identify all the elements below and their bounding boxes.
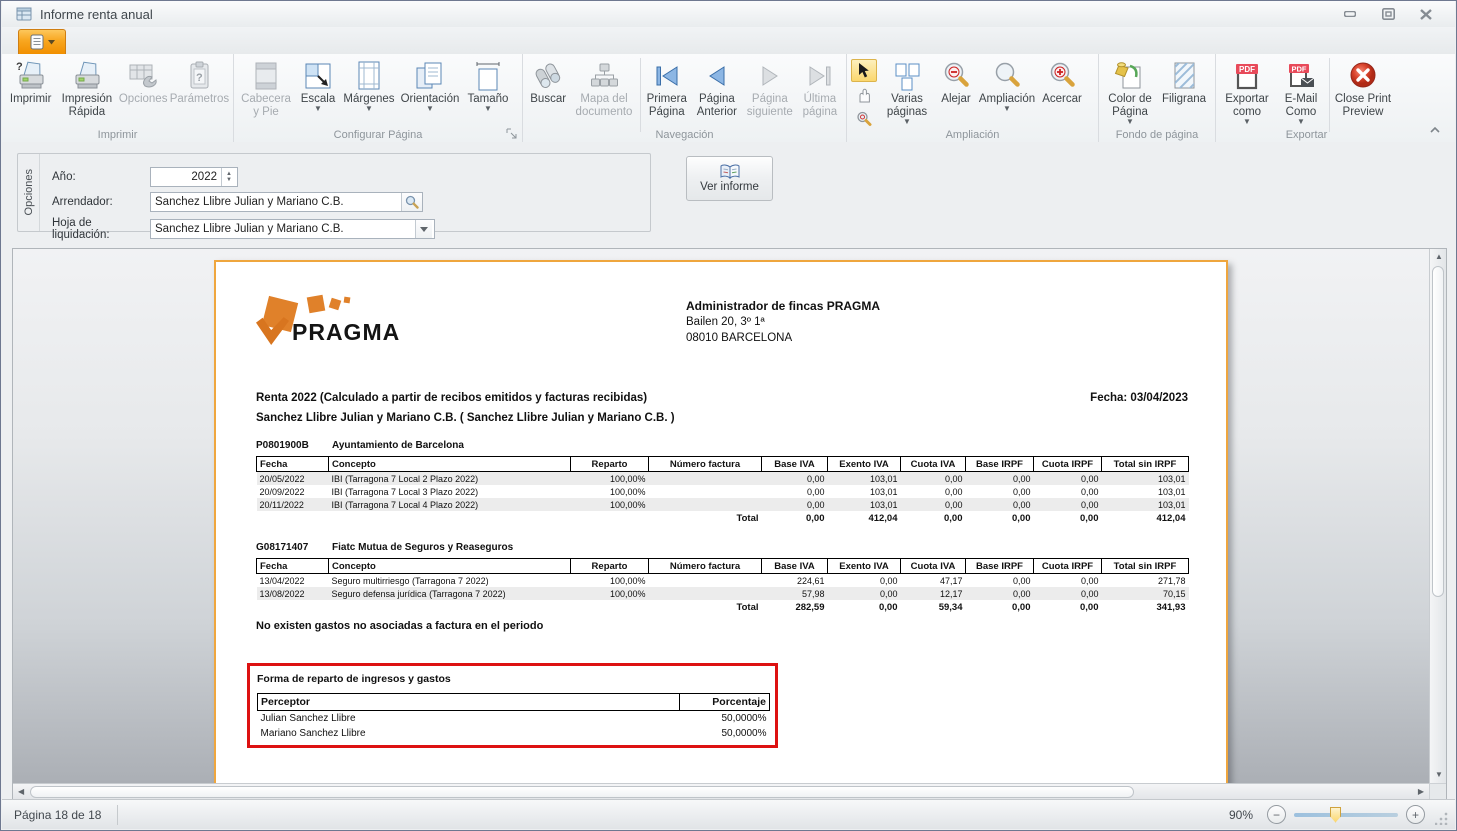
app-icon xyxy=(16,6,33,22)
dropdown-arrow-icon: ▼ xyxy=(314,103,322,113)
first-page-icon xyxy=(653,64,681,88)
table-cell xyxy=(329,600,571,615)
magnifier-icon xyxy=(992,61,1022,91)
group-caption: Configurar Página xyxy=(333,129,423,141)
table-cell xyxy=(571,600,649,615)
size-button[interactable] xyxy=(463,56,513,128)
group-caption: Navegación xyxy=(655,129,714,141)
data-table xyxy=(257,693,770,741)
landlord-label: Arrendador: xyxy=(52,196,113,208)
table-header-cell: Total sin IRPF xyxy=(1102,457,1189,472)
header-footer-icon xyxy=(252,60,280,92)
table-cell: 0,00 xyxy=(828,587,901,600)
section-name: Fiatc Mutua de Seguros y Reaseguros xyxy=(332,542,514,553)
pdf-email-icon xyxy=(1285,61,1317,91)
button-label: Márgenes xyxy=(343,93,395,105)
multiple-pages-icon xyxy=(892,61,922,91)
year-input[interactable] xyxy=(151,168,221,186)
button-label: Color de Página xyxy=(1108,93,1152,118)
button-label: Tamaño xyxy=(467,93,509,105)
table-cell: 0,00 xyxy=(1012,513,1031,524)
ribbon-group-navegacion xyxy=(523,54,847,142)
table-cell: 20/09/2022 xyxy=(259,486,305,497)
table-cell xyxy=(329,511,571,526)
open-book-icon xyxy=(720,164,740,179)
separator xyxy=(640,58,641,132)
table-cell: 20/05/2022 xyxy=(257,472,329,486)
margins-icon xyxy=(355,60,383,92)
logo-text: PRAGMA xyxy=(292,319,401,345)
table-header-cell: Reparto xyxy=(571,457,649,472)
section-code: G08171407 xyxy=(256,542,309,553)
page-color-icon xyxy=(1114,60,1146,92)
table-cell: Total xyxy=(736,602,759,613)
horizontal-scrollbar[interactable] xyxy=(13,783,1429,800)
table-header-cell: Concepto xyxy=(329,457,571,472)
landlord-field[interactable] xyxy=(150,192,423,212)
settlement-sheet-label: Hoja de liquidación: xyxy=(52,217,110,241)
button-label: Filigrana xyxy=(1161,93,1207,105)
button-label: Escala xyxy=(300,93,336,105)
status-separator xyxy=(117,805,118,825)
button-label: Página Anterior xyxy=(696,93,737,118)
close-preview-icon xyxy=(1347,60,1379,92)
table-cell: Seguro defensa jurídica (Tarragona 7 2022) xyxy=(329,587,571,600)
data-table xyxy=(256,456,1189,526)
dropdown-arrow-icon: ▼ xyxy=(1003,103,1011,113)
button-label: Varias páginas xyxy=(886,93,928,118)
button-label: Parámetros xyxy=(169,93,230,105)
pointer-icon xyxy=(857,63,871,79)
table-cell: 282,59 xyxy=(795,602,825,613)
view-report-label: Ver informe xyxy=(700,181,759,193)
group-caption: Ampliación xyxy=(945,129,1000,141)
company-name: Administrador de fincas PRAGMA xyxy=(686,299,881,313)
pragma-logo xyxy=(256,296,446,350)
table-cell: 0,00 xyxy=(1034,498,1102,511)
button-label: Opciones xyxy=(118,93,168,105)
table-cell: 0,00 xyxy=(1080,486,1099,497)
group-caption: Exportar xyxy=(1285,129,1328,141)
table-cell: 100,00% xyxy=(571,498,649,511)
table-header-cell: Reparto xyxy=(571,559,649,574)
svg-text:PDF: PDF xyxy=(1291,64,1307,74)
table-cell: 13/08/2022 xyxy=(257,587,329,600)
table-header-cell: Número factura xyxy=(649,457,762,472)
table-cell: 412,04 xyxy=(1156,513,1186,524)
table-cell: 0,00 xyxy=(762,472,828,486)
binoculars-icon xyxy=(531,61,565,91)
last-page-icon xyxy=(806,64,834,88)
vertical-scrollbar[interactable] xyxy=(1429,249,1446,783)
dropdown-arrow-icon: ▼ xyxy=(365,103,373,113)
table-cell: 50,0000% xyxy=(721,713,767,724)
table-cell xyxy=(649,472,762,486)
svg-text:?: ? xyxy=(196,72,204,84)
table-cell: 341,93 xyxy=(1156,602,1186,613)
zoom-in-status-button[interactable] xyxy=(1406,805,1425,824)
invoices-table-1 xyxy=(256,456,1189,526)
invoices-table-2 xyxy=(256,558,1189,615)
button-label: Exportar como xyxy=(1225,93,1269,118)
table-cell: IBI (Tarragona 7 Local 3 Plazo 2022) xyxy=(331,486,479,497)
page-color-button[interactable] xyxy=(1102,56,1158,128)
table-cell: 412,04 xyxy=(868,513,898,524)
chevron-down-icon xyxy=(48,40,55,45)
options-panel xyxy=(17,153,651,241)
zoom-tool-button[interactable] xyxy=(851,107,877,130)
orientation-icon xyxy=(414,60,446,92)
button-label: Mapa del documento xyxy=(575,93,633,118)
table-cell xyxy=(649,574,762,588)
scroll-up-icon[interactable]: ▲ xyxy=(1435,252,1443,261)
search-button[interactable] xyxy=(526,56,570,128)
landlord-row xyxy=(52,192,423,212)
header-footer-button xyxy=(237,56,295,128)
table-cell: 0,00 xyxy=(944,513,963,524)
table-cell: 0,00 xyxy=(966,498,1034,511)
dropdown-arrow-icon: ▼ xyxy=(1126,116,1134,126)
report-subtitle: Sanchez Llibre Julian y Mariano C.B. ( Sanchez Llibre Julian y Mariano C.B. ) xyxy=(256,412,675,424)
logo-shape xyxy=(329,298,342,311)
first-page-button[interactable] xyxy=(643,56,691,128)
dropdown-arrow-icon: ▼ xyxy=(426,103,434,113)
table-header-cell: Cuota IVA xyxy=(901,559,966,574)
next-page-button xyxy=(743,56,797,128)
table-cell: 100,00% xyxy=(571,472,649,486)
button-label: E-Mail Como xyxy=(1284,93,1318,118)
page-size-icon xyxy=(473,60,503,92)
options-button xyxy=(118,56,169,128)
table-cell: 100,00% xyxy=(571,587,649,600)
print-preview-area xyxy=(12,248,1447,801)
table-cell xyxy=(649,498,762,511)
company-city: 08010 BARCELONA xyxy=(686,332,793,344)
table-header-cell: Fecha xyxy=(257,457,329,472)
spinner-arrows-icon[interactable]: ▲ ▼ xyxy=(221,168,236,186)
company-address: Bailen 20, 3º 1ª xyxy=(686,316,765,328)
table-cell: 103,01 xyxy=(1102,498,1189,511)
zoom-out-button[interactable] xyxy=(934,56,978,128)
document-page xyxy=(214,260,1228,783)
magnifier-small-icon xyxy=(856,111,872,127)
table-cell: 0,00 xyxy=(1080,602,1099,613)
title-bar xyxy=(2,1,1455,28)
table-cell: IBI (Tarragona 7 Local 4 Plazo 2022) xyxy=(329,498,571,511)
dropdown-arrow-icon: ▼ xyxy=(1243,116,1251,126)
settlement-sheet-input[interactable] xyxy=(151,220,415,238)
group-caption: Imprimir xyxy=(97,129,138,141)
table-row xyxy=(257,600,1189,615)
table-header-cell: Base IRPF xyxy=(966,559,1034,574)
table-row xyxy=(257,485,1189,498)
settlement-sheet-combobox[interactable] xyxy=(150,219,435,239)
table-cell xyxy=(257,600,329,615)
separator xyxy=(1329,58,1330,132)
table-row xyxy=(257,472,1189,486)
restore-button[interactable] xyxy=(1375,6,1401,22)
table-row xyxy=(258,726,770,741)
button-label: Acercar xyxy=(1042,93,1082,105)
table-header-cell: Cuota IRPF xyxy=(1034,457,1102,472)
ribbon-group-ampliacion xyxy=(847,54,1099,142)
button-label: Cabecera y Pie xyxy=(241,93,291,118)
data-table xyxy=(256,558,1189,615)
table-cell: 57,98 xyxy=(762,587,828,600)
status-bar xyxy=(2,799,1455,829)
table-header-cell: Cuota IVA xyxy=(901,457,966,472)
section-header xyxy=(256,542,513,553)
ribbon-group-exportar xyxy=(1216,54,1397,142)
table-cell: 103,01 xyxy=(1102,472,1189,486)
margins-button[interactable] xyxy=(341,56,397,128)
table-cell: 0,00 xyxy=(966,472,1034,486)
svg-text:?: ? xyxy=(15,61,23,73)
table-cell: 50,0000% xyxy=(721,728,767,739)
ribbon-group-imprimir xyxy=(2,54,234,142)
table-cell xyxy=(649,485,762,498)
options-region xyxy=(2,142,1455,248)
zoom-level-label: 90% xyxy=(1228,807,1253,822)
section-name: Ayuntamiento de Barcelona xyxy=(332,440,464,451)
table-cell: 20/11/2022 xyxy=(257,498,329,511)
table-cell: 0,00 xyxy=(901,498,966,511)
ribbon-group-fondo xyxy=(1099,54,1216,142)
table-cell: 0,00 xyxy=(806,486,825,497)
horizontal-scrollbar-thumb[interactable] xyxy=(30,786,1134,798)
email-as-button[interactable] xyxy=(1275,56,1327,128)
minus-icon: − xyxy=(1272,807,1280,822)
document-map-button xyxy=(570,56,637,128)
printer-icon xyxy=(71,60,103,92)
button-label: Primera Página xyxy=(646,93,687,118)
landlord-search-button[interactable] xyxy=(401,193,422,211)
combo-dropdown-button[interactable] xyxy=(415,220,432,238)
preview-canvas[interactable] xyxy=(13,249,1429,783)
table-header-cell: Total sin IRPF xyxy=(1102,559,1189,574)
section-header xyxy=(256,440,464,451)
table-cell: 103,01 xyxy=(1157,486,1186,497)
button-label: Orientación xyxy=(400,93,460,105)
scrollbar-corner xyxy=(1429,783,1446,800)
report-date: Fecha: 03/04/2023 xyxy=(1090,392,1188,404)
pdf-export-icon xyxy=(1231,61,1263,91)
table-cell: Total xyxy=(736,513,759,524)
table-row xyxy=(257,498,1189,511)
report-title: Renta 2022 (Calculado a partir de recibos emitidos y facturas recibidas) xyxy=(256,392,648,404)
table-header-cell: Base IRPF xyxy=(966,457,1034,472)
previous-page-icon xyxy=(703,64,731,88)
watermark-button[interactable] xyxy=(1158,56,1210,128)
table-header-cell: Base IVA xyxy=(762,457,828,472)
table-cell: 0,00 xyxy=(762,498,828,511)
table-header-cell: Exento IVA xyxy=(828,559,901,574)
table-cell: 0,00 xyxy=(901,472,966,486)
button-label: Close Print Preview xyxy=(1334,93,1392,118)
table-header-cell: Base IVA xyxy=(762,559,828,574)
table-cell: 0,00 xyxy=(944,486,963,497)
table-cell: 70,15 xyxy=(1102,587,1189,600)
ribbon xyxy=(2,54,1455,143)
table-cell: IBI (Tarragona 7 Local 2 Plazo 2022) xyxy=(329,472,571,486)
pointer-tool-button[interactable] xyxy=(851,59,877,82)
printer-question-icon xyxy=(15,60,47,92)
table-cell: 0,00 xyxy=(806,513,825,524)
table-cell xyxy=(649,587,762,600)
table-cell: 0,00 xyxy=(1012,486,1031,497)
plus-icon: + xyxy=(1411,807,1419,822)
hand-icon xyxy=(856,86,872,103)
clipboard-question-icon xyxy=(183,60,215,92)
table-row xyxy=(258,694,770,711)
view-report-button[interactable] xyxy=(686,156,773,201)
table-header-cell: Concepto xyxy=(329,559,571,574)
zoom-in-icon xyxy=(1047,61,1077,91)
table-cell xyxy=(257,511,329,526)
table-cell: 0,00 xyxy=(1012,602,1031,613)
close-print-preview-button[interactable] xyxy=(1332,56,1394,128)
watermark-icon xyxy=(1170,60,1198,92)
window-title: Informe renta anual xyxy=(40,6,153,22)
table-cell: 224,61 xyxy=(796,575,825,586)
table-cell: 0,00 xyxy=(1034,587,1102,600)
year-label: Año: xyxy=(52,171,76,183)
zoom-in-button[interactable] xyxy=(1036,56,1088,128)
button-label: Ampliación xyxy=(978,93,1036,105)
application-menu-button[interactable] xyxy=(18,29,66,54)
table-header-cell: Cuota IRPF xyxy=(1034,559,1102,574)
table-header-cell: Fecha xyxy=(257,559,329,574)
table-cell: 59,34 xyxy=(938,602,963,613)
scale-icon xyxy=(303,61,333,91)
table-cell: Seguro multirriesgo (Tarragona 7 2022) xyxy=(331,575,489,586)
collapse-ribbon-button[interactable] xyxy=(1427,122,1443,136)
quick-print-button[interactable] xyxy=(56,56,117,128)
last-page-button xyxy=(797,56,843,128)
scroll-left-icon[interactable]: ◀ xyxy=(18,787,25,796)
table-cell: Mariano Sanchez Llibre xyxy=(260,728,366,739)
table-cell: 0,00 xyxy=(966,587,1034,600)
export-as-button[interactable] xyxy=(1219,56,1275,128)
print-button[interactable] xyxy=(5,56,56,128)
table-row xyxy=(258,711,770,727)
dropdown-arrow-icon: ▼ xyxy=(484,103,492,113)
button-label: Imprimir xyxy=(9,93,52,105)
resize-grip-icon[interactable] xyxy=(1435,811,1449,825)
zoom-slider[interactable] xyxy=(1294,813,1398,817)
dropdown-arrow-icon: ▼ xyxy=(1297,116,1305,126)
table-cell: 271,78 xyxy=(1157,575,1186,586)
button-label: Última página xyxy=(802,93,838,118)
orientation-button[interactable] xyxy=(397,56,463,128)
button-label: Impresión Rápida xyxy=(61,93,113,118)
table-cell: 0,00 xyxy=(879,575,898,586)
section-code: P0801900B xyxy=(256,440,309,451)
hand-tool-button[interactable] xyxy=(851,83,877,106)
chevron-up-icon xyxy=(1430,126,1440,133)
next-page-icon xyxy=(756,64,784,88)
dropdown-arrow-icon: ▼ xyxy=(903,116,911,126)
button-label: Página siguiente xyxy=(746,93,793,118)
table-cell: 0,00 xyxy=(1080,513,1099,524)
logo-shape xyxy=(307,295,326,314)
group-caption: Fondo de página xyxy=(1115,129,1199,141)
table-cell: Julian Sanchez Llibre xyxy=(260,713,356,724)
table-cell: 0,00 xyxy=(1034,472,1102,486)
minimize-button[interactable] xyxy=(1337,6,1363,22)
scroll-down-icon[interactable]: ▼ xyxy=(1435,770,1443,779)
previous-page-button[interactable] xyxy=(691,56,743,128)
scale-button[interactable] xyxy=(295,56,341,128)
no-expenses-note: No existen gastos no asociadas a factura en el periodo xyxy=(256,620,544,632)
svg-text:PDF: PDF xyxy=(1239,65,1255,74)
options-wrench-icon xyxy=(127,60,159,92)
table-header-cell: Perceptor xyxy=(258,694,680,711)
table-row xyxy=(257,559,1189,574)
distribution-table xyxy=(257,693,770,741)
year-row xyxy=(52,167,238,187)
table-row xyxy=(257,511,1189,526)
table-cell: 103,01 xyxy=(828,498,901,511)
vertical-scrollbar-thumb[interactable] xyxy=(1432,266,1444,597)
table-cell: 103,01 xyxy=(828,472,901,486)
multiple-pages-button[interactable] xyxy=(880,56,934,128)
logo-shape xyxy=(344,297,351,304)
table-cell: 100,00% xyxy=(609,575,646,586)
table-cell: 12,17 xyxy=(901,587,966,600)
zoom-out-icon xyxy=(941,61,971,91)
button-label: Alejar xyxy=(941,93,971,105)
table-header-cell: Porcentaje xyxy=(680,694,770,711)
search-icon xyxy=(405,195,419,209)
table-cell: 100,00% xyxy=(609,486,646,497)
close-button[interactable] xyxy=(1413,6,1439,22)
distribution-title: Forma de reparto de ingresos y gastos xyxy=(257,673,451,685)
table-row xyxy=(257,587,1189,600)
table-row xyxy=(257,574,1189,588)
page-indicator: Página 18 de 18 xyxy=(14,807,102,822)
table-cell xyxy=(571,511,649,526)
settlement-sheet-row xyxy=(52,217,435,241)
table-cell: 0,00 xyxy=(1080,575,1099,586)
document-menu-icon xyxy=(30,34,46,50)
distribution-highlight-box xyxy=(247,663,778,748)
ribbon-group-configurar-pagina xyxy=(234,54,523,142)
company-header xyxy=(686,298,1016,346)
scroll-right-icon[interactable]: ▶ xyxy=(1417,787,1424,796)
zoom-level-button[interactable] xyxy=(978,56,1036,128)
zoom-out-status-button[interactable] xyxy=(1267,805,1286,824)
table-cell: 0,00 xyxy=(1012,575,1031,586)
parameters-button xyxy=(169,56,230,128)
table-row xyxy=(257,457,1189,472)
table-header-cell: Exento IVA xyxy=(828,457,901,472)
ribbon-tab-row xyxy=(2,27,1455,55)
button-label: Buscar xyxy=(530,93,567,105)
table-cell: 47,17 xyxy=(939,575,963,586)
table-cell: 13/04/2022 xyxy=(259,575,305,586)
year-spinner[interactable] xyxy=(150,167,238,187)
table-cell: 0,00 xyxy=(879,602,898,613)
table-cell: 103,01 xyxy=(869,486,898,497)
table-header-cell: Número factura xyxy=(649,559,762,574)
options-panel-caption: Opciones xyxy=(18,154,40,231)
document-map-icon xyxy=(589,61,619,91)
zoom-slider-thumb[interactable] xyxy=(1330,807,1341,823)
chevron-down-icon xyxy=(420,227,428,232)
landlord-input[interactable] xyxy=(151,193,401,211)
